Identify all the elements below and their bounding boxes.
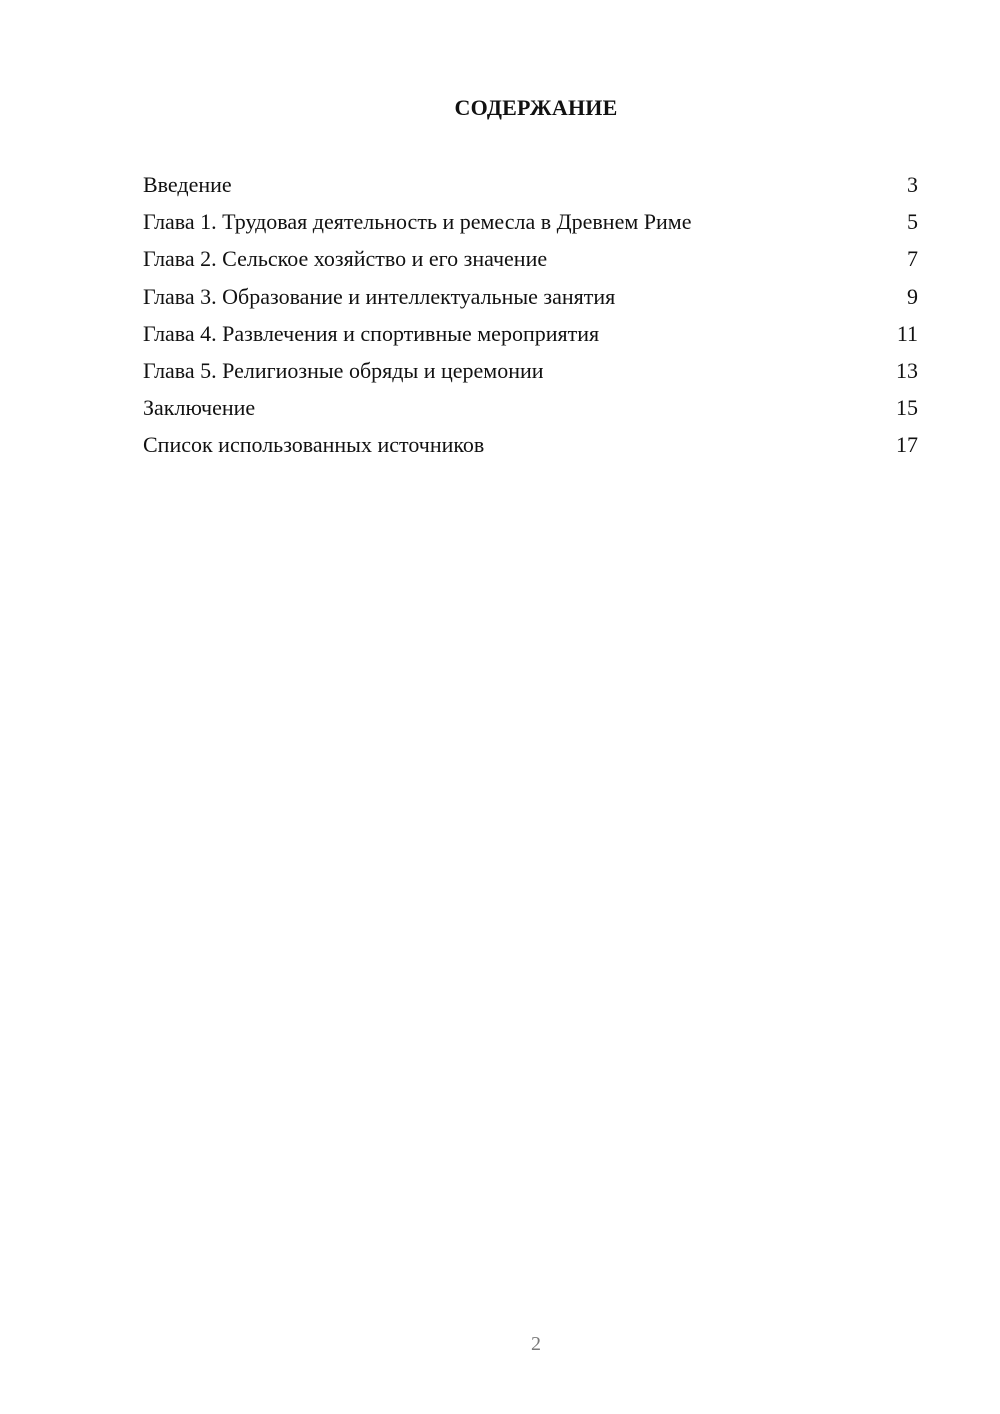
toc-entry-title: Глава 5. Религиозные обряды и церемонии bbox=[143, 357, 544, 383]
toc-entry-title: Заключение bbox=[143, 395, 256, 421]
toc-entry-title: Глава 1. Трудовая деятельность и ремесла в Древнем Риме bbox=[143, 209, 692, 235]
toc-entry-chapter-1 bbox=[143, 207, 918, 244]
toc-entry-page: 9 bbox=[907, 283, 918, 309]
toc-entry-page: 11 bbox=[896, 320, 918, 346]
toc-entry-title: Введение bbox=[143, 172, 232, 197]
toc-entry-chapter-3 bbox=[143, 282, 918, 319]
toc-entry-title: Глава 4. Развлечения и спортивные мероприятия bbox=[143, 320, 600, 346]
toc-entry-references bbox=[143, 430, 918, 467]
page-number: 2 bbox=[531, 1333, 541, 1355]
toc-entry-page: 7 bbox=[907, 246, 918, 272]
toc-entry-page: 3 bbox=[907, 172, 918, 197]
toc-entry-chapter-2 bbox=[143, 244, 918, 281]
toc-entry-page: 13 bbox=[896, 357, 918, 383]
toc-entry-title: Глава 2. Сельское хозяйство и его значение bbox=[143, 246, 548, 272]
toc-entry-title: Список использованных источников bbox=[143, 432, 485, 458]
toc-entry-conclusion bbox=[143, 393, 918, 430]
toc-entry-title: Глава 3. Образование и интеллектуальные занятия bbox=[143, 283, 616, 309]
toc-entry-introduction bbox=[143, 170, 918, 207]
toc-entry-page: 17 bbox=[896, 432, 918, 458]
table-of-contents bbox=[143, 170, 918, 468]
contents-heading: СОДЕРЖАНИЕ bbox=[454, 95, 618, 120]
toc-entry-page: 5 bbox=[907, 209, 918, 235]
toc-entry-chapter-5 bbox=[143, 356, 918, 393]
toc-entry-chapter-4 bbox=[143, 319, 918, 356]
toc-entry-page: 15 bbox=[896, 395, 918, 421]
